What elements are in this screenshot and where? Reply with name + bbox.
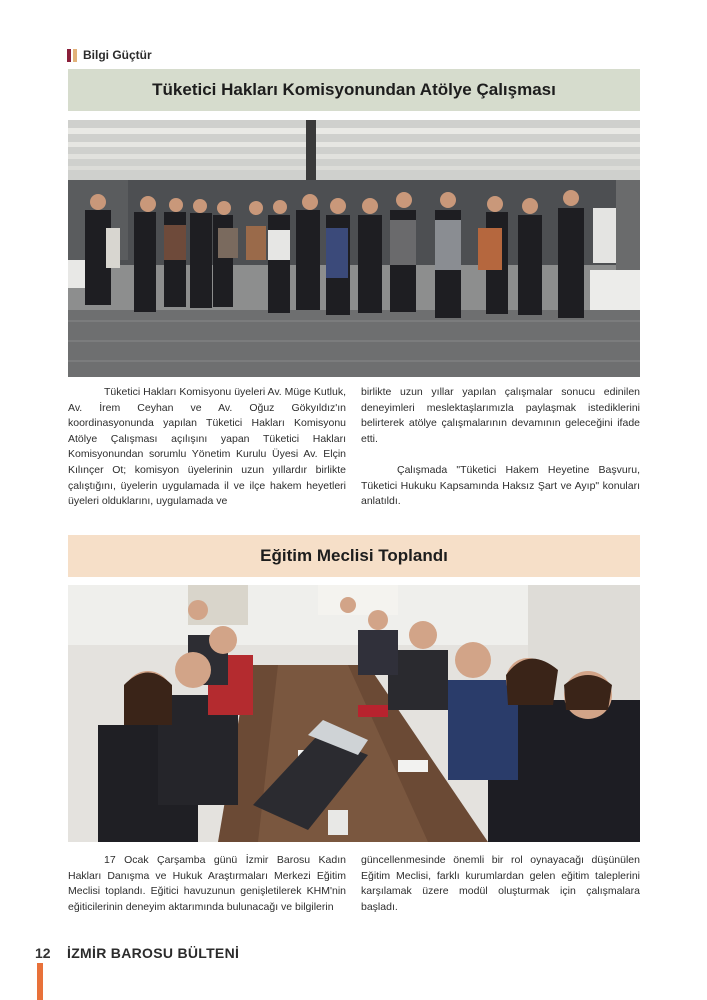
- article2-left-column: [68, 853, 346, 915]
- article2-title-banner: [68, 535, 640, 577]
- article1-title-banner: [68, 69, 640, 111]
- article1-right-paragraph-1: birlikte uzun yıllar yapılan çalışmalar sonucu edinilen deneyimleri meslektaşlarımızla paylaşmak istediklerini belirterek atölye çalışmalarının devamının geleceğini ifade etti.: [361, 386, 640, 445]
- article2-right-column: [361, 853, 640, 915]
- section-tag-label: Bilgi Güçtür: [83, 48, 152, 62]
- section-tag-marker: [67, 49, 77, 62]
- page-number: 12: [35, 945, 51, 961]
- publication-title: İZMİR BAROSU BÜLTENİ: [67, 945, 240, 961]
- section-tag: [67, 47, 152, 63]
- article1-right-column: [361, 385, 640, 510]
- article1-right-paragraph-2: Çalışmada "Tüketici Hakem Heyetine Başvuru, Tüketici Hukuku Kapsamında Haksız Şart ve Ayıp" konuları anlatıldı.: [361, 463, 640, 508]
- article2-left-paragraph: 17 Ocak Çarşamba günü İzmir Barosu Kadın Hakları Danışma ve Hukuk Araştırmaları Merkezi Eğitim Meclisi toplandı. Eğitici havuzunun genişletilerek KHM'nin eğiticilerinin deneyim aktarımında bulunacağı ve bilgilerin: [68, 854, 346, 913]
- article2-right-paragraph: güncellenmesinde önemli bir rol oynayacağı düşünülen Eğitim Meclisi, farklı kurumlardan gelen eğitim taleplerini karşılamak üzere modül oluşturmak için çalışmalara başladı.: [361, 854, 640, 913]
- article2-meeting-photo: [68, 585, 640, 842]
- article1-left-paragraph: Tüketici Hakları Komisyonu üyeleri Av. Müge Kutluk, Av. İrem Ceyhan ve Av. Oğuz Gökyıldız'ın koordinasyonunda yapılan Tüketici Hakları Komisyonu Atölye Çalışması açılışını yapan Tüketici Hakları Komisyonundan sorumlu Yönetim Kurulu Üyesi Av. Elçin Kılınçer Ot; komisyon üyelerinin uzun yıllardır birlikte çalıştığını, üyelerin uygulamada il ve ilçe hakem heyetleri üyeleri olduklarını, uygulamada ve: [68, 386, 346, 508]
- article1-left-column: [68, 385, 346, 510]
- article2-title: Eğitim Meclisi Toplandı: [260, 546, 448, 565]
- article1-group-photo: [68, 120, 640, 377]
- article1-title: Tüketici Hakları Komisyonundan Atölye Çalışması: [152, 80, 556, 99]
- footer-accent-bar: [37, 963, 43, 1000]
